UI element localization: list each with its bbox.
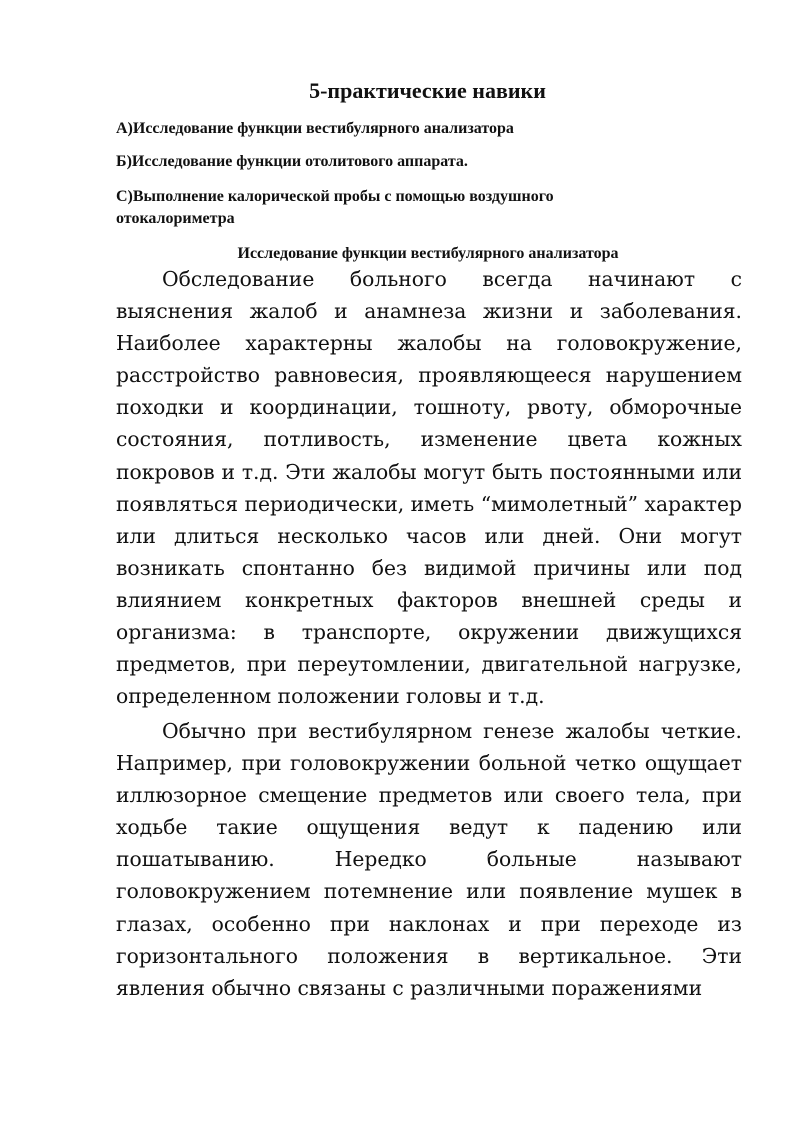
section-heading: Исследование функции вестибулярного анализатора	[237, 245, 619, 262]
body-paragraph-1: Обследование больного всегда начинают с выяснения жалоб и анамнеза жизни и заболевания. Наиболее характерны жалобы на головокружение, расстройство равновесия, проявляющееся нарушением походки и координации, тошноту, рвоту, обморочные состояния, потливость, изменение цвета кожных покровов и т.д. Эти жалобы могут быть постоянными или появляться периодически, иметь “мимолетный” характер или длиться несколько часов или дней. Они могут возникать спонтанно без видимой причины или под влиянием конкретных факторов внешней среды и организма: в транспорте, окружении движущихся предметов, при переутомлении, двигательной нагрузке, определенном положении головы и т.д.	[116, 267, 742, 709]
body-paragraph-2: Обычно при вестибулярном генезе жалобы четкие. Например, при головокружении больной четко ощущает иллюзорное смещение предметов или своего тела, при ходьбе такие ощущения ведут к падению или пошатыванию. Нередко больные называют головокружением потемнение или появление мушек в глазах, особенно при наклонах и при переходе из горизонтального положения в вертикальное. Эти явления обычно связаны с различными поражениями	[116, 719, 742, 1000]
skill-item-a: А)Исследование функции вестибулярного анализатора	[116, 120, 514, 137]
skill-item-b: Б)Исследование функции отолитового аппарата.	[116, 153, 468, 170]
page-title: 5-практические навики	[309, 78, 546, 103]
skill-item-c: С)Выполнение калорической пробы с помощью воздушного отокалориметра	[116, 188, 554, 227]
